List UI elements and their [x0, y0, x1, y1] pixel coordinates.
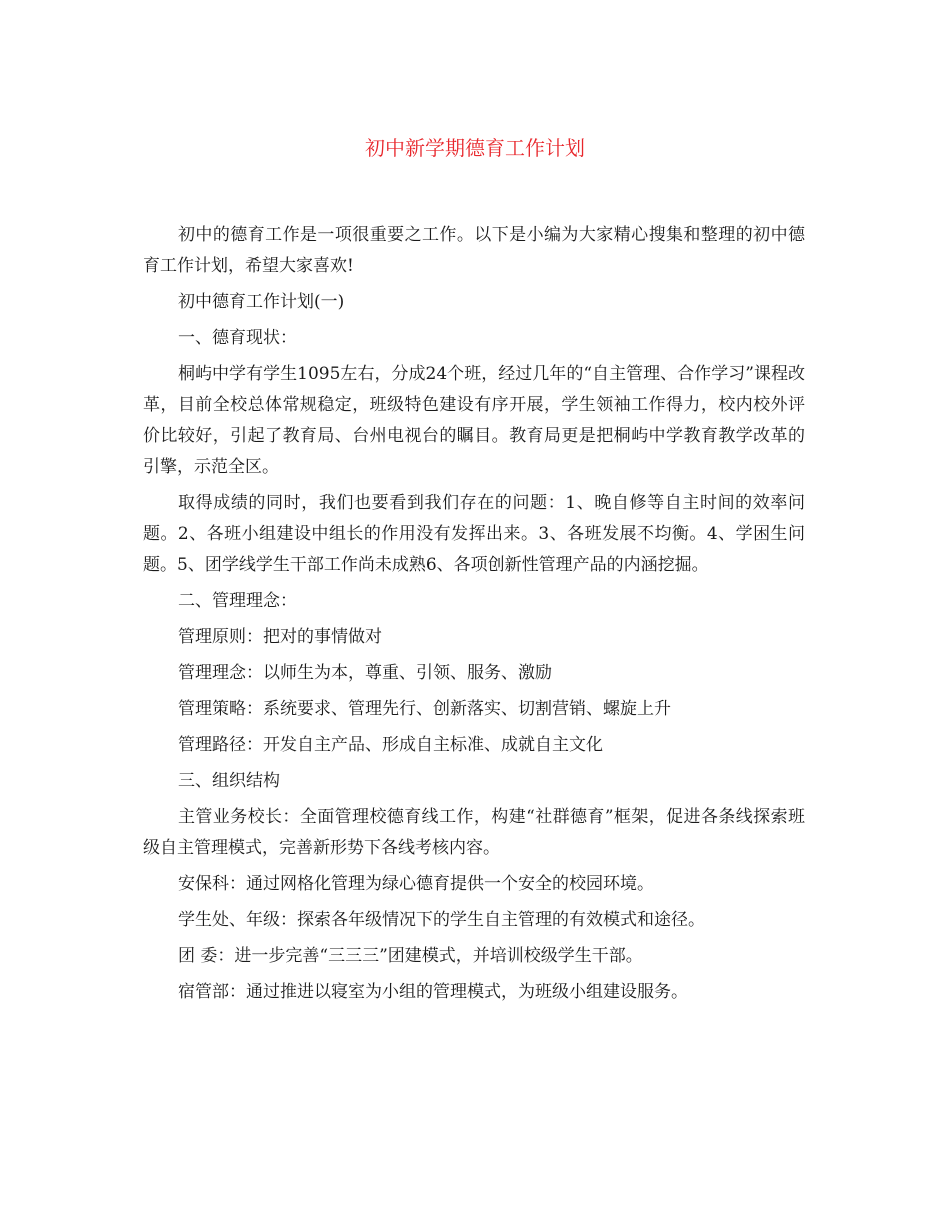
- paragraph-problems: 取得成绩的同时，我们也要看到我们存在的问题：1、晚自修等自主时间的效率问题。2、各班小组建设中组长的作用没有发挥出来。3、各班发展不均衡。4、学困生问题。5、团学线学生干部工作尚未成熟6、各项创新性管理产品的内涵挖掘。: [143, 493, 805, 575]
- paragraph-plan-heading: 初中德育工作计划(一): [178, 292, 345, 312]
- paragraph-principle: 管理原则：把对的事情做对: [178, 627, 382, 647]
- paragraph-student-office: 学生处、年级：探索各年级情况下的学生自主管理的有效模式和途径。: [178, 910, 705, 930]
- paragraph-security: 安保科：通过网格化管理为绿心德育提供一个安全的校园环境。: [178, 874, 654, 894]
- section-heading-structure: 三、组织结构: [178, 771, 280, 791]
- paragraph-principal: 主管业务校长：全面管理校德育线工作，构建“社群德育”框架，促进各条线探索班级自主管理模式，完善新形势下各线考核内容。: [143, 807, 805, 858]
- paragraph-intro: 初中的德育工作是一项很重要之工作。以下是小编为大家精心搜集和整理的初中德育工作计划，希望大家喜欢!: [143, 225, 805, 276]
- paragraph-path: 管理路径：开发自主产品、形成自主标准、成就自主文化: [178, 735, 603, 755]
- document-title: 初中新学期德育工作计划: [365, 136, 585, 160]
- section-heading-status: 一、德育现状：: [178, 328, 297, 348]
- paragraph-status: 桐屿中学有学生1095左右，分成24个班，经过几年的“自主管理、合作学习”课程改革，目前全校总体常规稳定，班级特色建设有序开展，学生领袖工作得力，校内校外评价比较好，引起了教育局、台州电视台的瞩目。教育局更是把桐屿中学教育教学改革的引擎，示范全区。: [143, 364, 805, 477]
- paragraph-strategy: 管理策略：系统要求、管理先行、创新落实、切割营销、螺旋上升: [178, 699, 671, 719]
- document-body: [143, 220, 805, 1013]
- section-heading-concept: 二、管理理念：: [178, 591, 297, 611]
- paragraph-concept: 管理理念：以师生为本，尊重、引领、服务、激励: [178, 663, 552, 683]
- paragraph-youth-league: 团 委：进一步完善“三三三”团建模式，并培训校级学生干部。: [178, 946, 643, 966]
- paragraph-dorm: 宿管部：通过推进以寝室为小组的管理模式，为班级小组建设服务。: [178, 982, 688, 1002]
